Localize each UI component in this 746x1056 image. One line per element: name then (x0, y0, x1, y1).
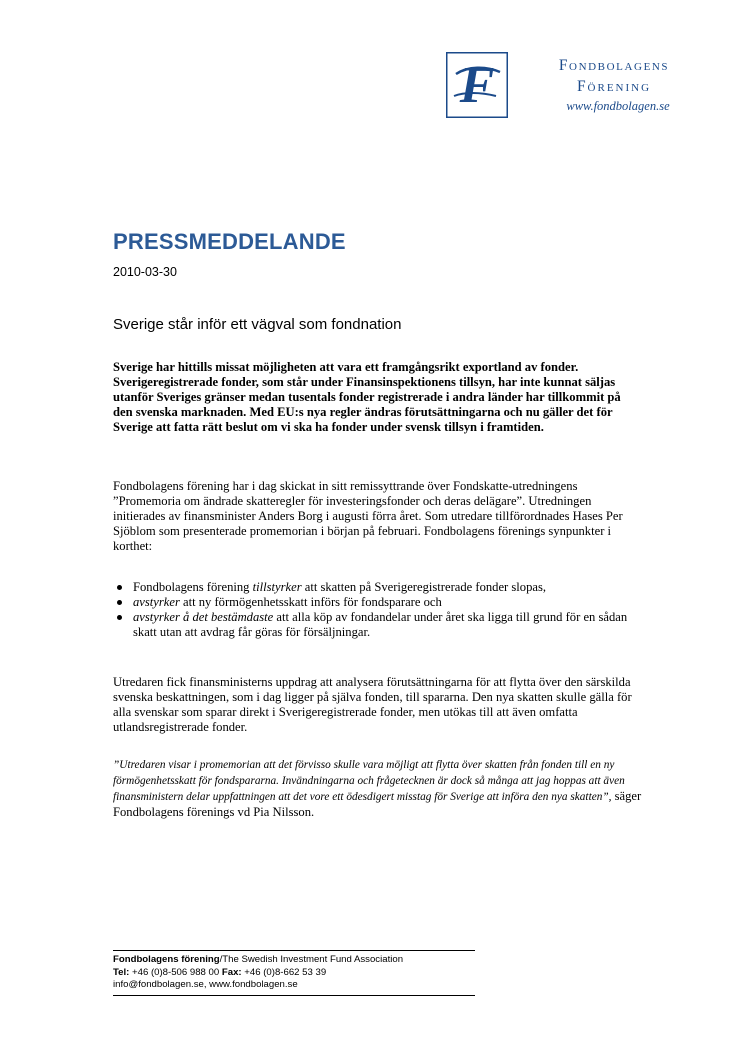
quote-text: ”Utredaren visar i promemorian att det förvisso skulle vara möjligt att flytta över skatten från fonden till en ny förmögenhetsskatt för fondspararna. Invändningarna och frågetecknen är dock så många att jag hoppas att även finansministern delar uppfattningen att det vore ett ödesdigert misstag för Sverige att införa den nya skatten”, (113, 759, 625, 803)
body-paragraph-2: Utredaren fick finansministerns uppdrag att analysera förutsättningarna för att flytta över den särskilda svenska beskattningen, som i dag ligger på själva fonden, till spararna. Den nya skatten skulle gälla för alla svenskar som sparar direkt i Sverigeregistrerade fonder, men utökas till att även omfatta utlandsregistrerade fonder. (113, 675, 632, 734)
page-title: PRESSMEDDELANDE (113, 229, 346, 254)
logo-name-line1: Fondbolagens (558, 57, 670, 74)
release-date: 2010-03-30 (113, 265, 177, 279)
footer-divider-top (113, 950, 475, 951)
logo-monogram-icon (446, 52, 508, 118)
logo-wordmark (514, 56, 714, 114)
headline: Sverige står inför ett vägval som fondnation (113, 316, 402, 333)
footer-org-line: Fondbolagens förening/The Swedish Investment Fund Association (113, 954, 404, 965)
list-item: avstyrker att ny förmögenhetsskatt införs för fondsparare och (113, 595, 643, 610)
position-list (113, 580, 643, 640)
footer-phone-line: Tel: +46 (0)8-506 988 00 Fax: +46 (0)8-662 53 39 (113, 966, 327, 978)
list-item: avstyrker å det bestämdaste att alla köp av fondandelar under året ska ligga till grund för en sådan skatt utan att avdrag får göras för försäljningar. (113, 610, 643, 640)
quote-paragraph (113, 757, 643, 820)
logo-mark (446, 52, 508, 118)
body-paragraph-1: Fondbolagens förening har i dag skickat in sitt remissyttrande över Fondskatte-utredningens ”Promemoria om ändrade skatteregler för investeringsfonder och deras delägare”. Utredningen initierades av finansminister Anders Borg i augusti förra året. Som utredare tillförordnades Hases Per Sjöblom som presenterade promemorian i början på februari. Fondbolagens förenings synpunkter i korthet: (113, 479, 623, 553)
list-item: Fondbolagens förening tillstyrker att skatten på Sverigeregistrerade fonder slopas, (113, 580, 643, 595)
footer-contact-line: info@fondbolagen.se, www.fondbolagen.se (113, 979, 298, 990)
footer-divider-bottom (113, 995, 475, 996)
logo-url: www.fondbolagen.se (566, 99, 670, 113)
svg-text:F: F (459, 57, 495, 114)
ingress-paragraph: Sverige har hittills missat möjligheten att vara ett framgångsrikt exportland av fonder. Sverigeregistrerade fonder, som står under Finansinspektionens tillsyn, har inte kunnat säljas utanför Sveriges gränser medan tusentals fonder registrerade i andra länder har tillkommit på den svenska marknaden. Med EU:s nya regler ändras förutsättningarna och nu gäller det för Sverige att fatta rätt beslut om vi ska ha fonder under svensk tillsyn i framtiden. (113, 360, 621, 434)
quote-attribution: säger Fondbolagens förenings vd Pia Nilsson. (113, 789, 642, 819)
footer (113, 954, 493, 992)
logo-name-line2: Förening (576, 78, 652, 95)
